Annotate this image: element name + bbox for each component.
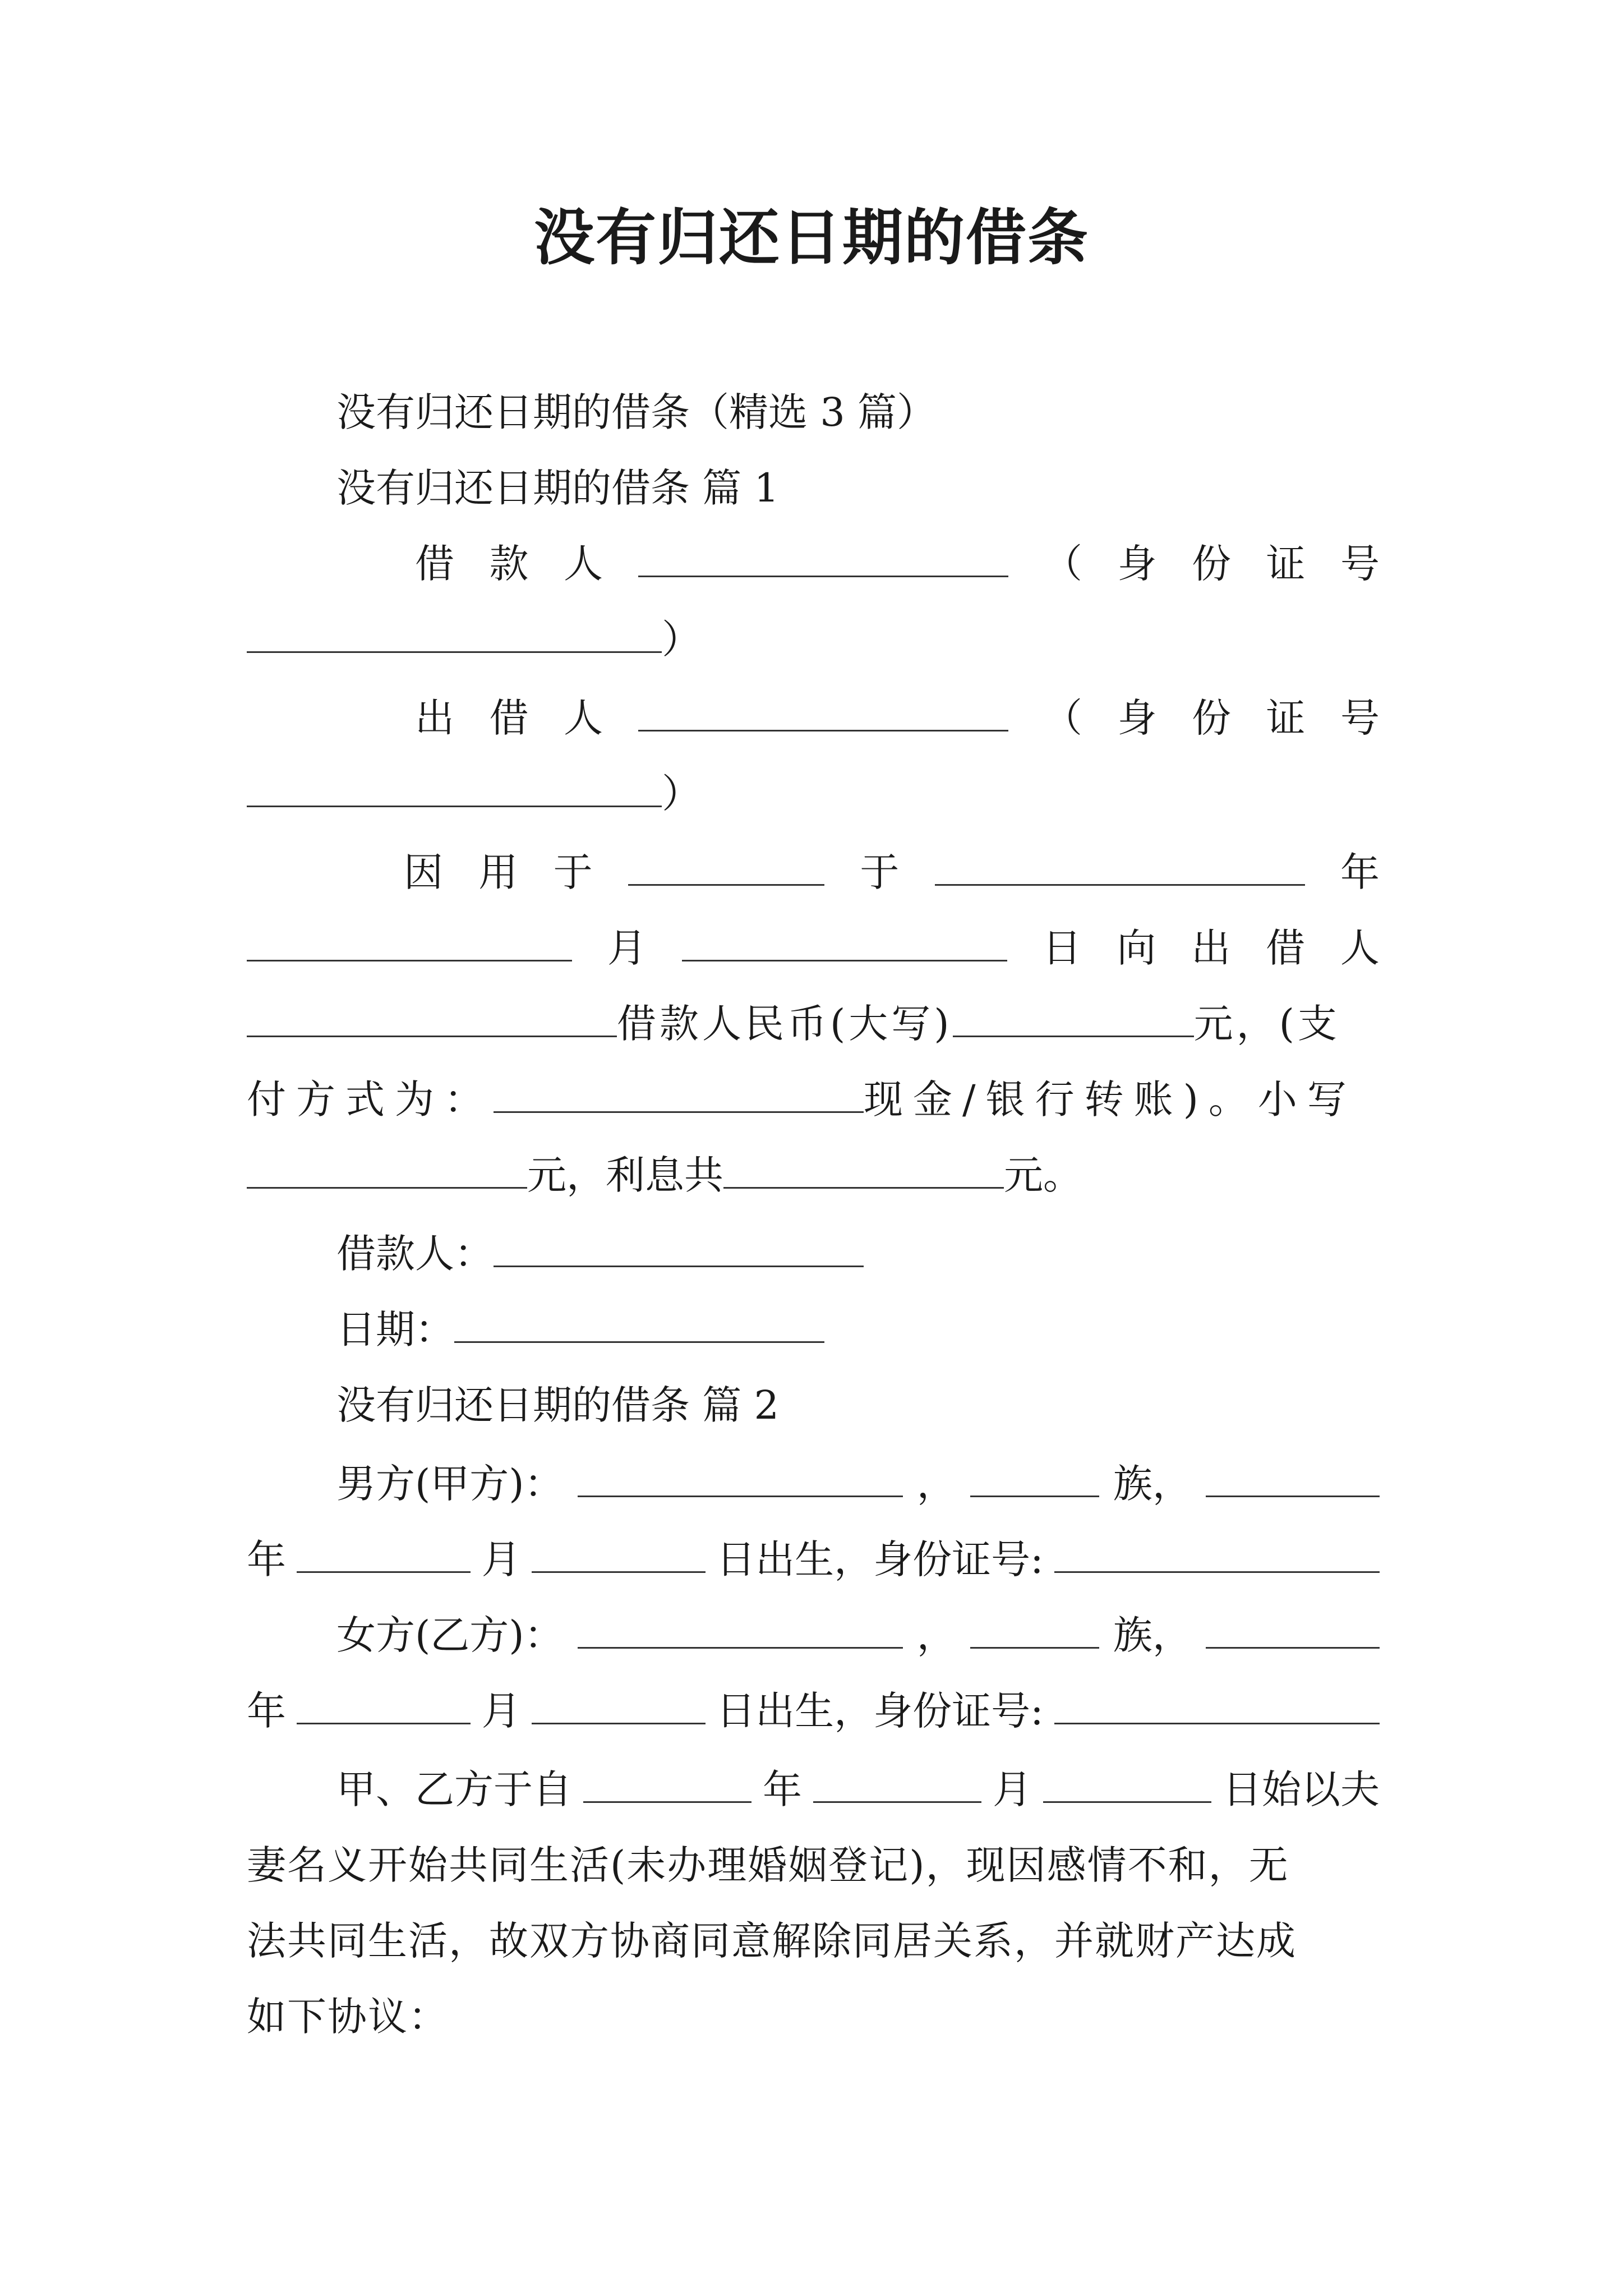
male-day-blank[interactable]	[532, 1532, 706, 1573]
cohabit-label: 甲、乙方于自	[336, 1766, 572, 1812]
amount-upper-blank[interactable]	[953, 996, 1194, 1037]
date-line	[247, 917, 1380, 979]
male-label: 男方(甲方)：	[336, 1461, 564, 1507]
cohabit-month-blank[interactable]	[813, 1762, 981, 1803]
subtitle: 没有归还日期的借条（精选 3 篇）	[336, 389, 937, 435]
purpose-line	[404, 841, 1380, 903]
id-char: 证	[1266, 695, 1306, 741]
sign-date-label: 日期：	[336, 1306, 454, 1352]
male-id-blank[interactable]	[1054, 1532, 1380, 1573]
borrower-char: 人	[564, 541, 603, 587]
female-birth-year-blank[interactable]	[1206, 1608, 1380, 1649]
text-char: 于	[860, 849, 900, 895]
close-paren: ）	[662, 771, 701, 817]
text-char: 日	[1042, 925, 1082, 971]
amount-unit-label: 元，(支	[1193, 1001, 1340, 1047]
cohabit-line	[336, 1759, 1380, 1820]
sign-date-line	[336, 1299, 824, 1360]
month-label: 月	[481, 1688, 521, 1734]
text-char: 出	[1191, 925, 1231, 971]
borrower-char: 款	[489, 541, 529, 587]
male-month-blank[interactable]	[297, 1532, 471, 1573]
male-line	[336, 1453, 1380, 1515]
interest-label: 元，利息共	[527, 1152, 723, 1198]
id-char: 份	[1192, 695, 1231, 741]
female-ethnic-blank[interactable]	[970, 1608, 1099, 1649]
female-id-blank[interactable]	[1054, 1683, 1380, 1724]
purpose-blank[interactable]	[628, 845, 824, 886]
sign-borrower-line	[336, 1223, 864, 1285]
lender-name2-blank[interactable]	[247, 996, 617, 1037]
month-label: 月	[481, 1536, 521, 1582]
cohabit-day-blank[interactable]	[1043, 1762, 1211, 1803]
paragraph-line-2: 妻名义开始共同生活(未办理婚姻登记)，现因感情不和，无	[247, 1842, 1289, 1888]
month-blank[interactable]	[247, 921, 572, 961]
year-blank[interactable]	[935, 845, 1305, 886]
cohabit-year-blank[interactable]	[583, 1762, 751, 1803]
amount-line	[247, 993, 1340, 1055]
text-char: 于	[553, 849, 593, 895]
id-char: （	[1043, 541, 1082, 587]
lender-name-blank[interactable]	[638, 691, 1008, 731]
document-title: 没有归还日期的借条	[533, 203, 1089, 273]
lender-char: 人	[564, 695, 603, 741]
paragraph-line-4: 如下协议：	[247, 1994, 449, 2040]
birth-id-label: 日出生，身份证号:	[716, 1536, 1044, 1582]
borrower-id-blank[interactable]	[247, 612, 662, 653]
interest-unit-label: 元。	[1004, 1152, 1082, 1198]
text-char: 借	[1266, 925, 1306, 971]
amount-upper-label: 借款人民币(大写)	[617, 1001, 953, 1047]
female-line	[336, 1604, 1380, 1666]
text-char: 人	[1340, 925, 1380, 971]
lender-id-blank[interactable]	[247, 766, 662, 807]
borrower-id-line	[247, 609, 701, 670]
male-ethnic-blank[interactable]	[970, 1456, 1099, 1497]
birth-id-label: 日出生，身份证号:	[716, 1688, 1044, 1734]
sign-borrower-label: 借款人：	[336, 1231, 494, 1277]
amount-lower-blank[interactable]	[247, 1148, 527, 1189]
month-label: 月	[993, 1766, 1032, 1812]
id-char: 份	[1192, 541, 1231, 587]
ethnic-label: 族，	[1113, 1461, 1192, 1507]
female-month-blank[interactable]	[297, 1683, 471, 1724]
payment-line	[247, 1069, 1357, 1130]
id-char: 号	[1340, 541, 1380, 587]
close-paren: ）	[662, 616, 701, 662]
id-char: 证	[1266, 541, 1306, 587]
text-char: 月	[607, 925, 647, 971]
female-label: 女方(乙方)：	[336, 1612, 564, 1658]
text-char: 用	[478, 849, 518, 895]
text-char: 年	[1340, 849, 1380, 895]
payment-label: 付方式为：	[247, 1076, 494, 1122]
male-birth-year-blank[interactable]	[1206, 1456, 1380, 1497]
comma: ，	[916, 1612, 956, 1658]
payment-method-label: 现金/银行转账)。小写	[864, 1076, 1357, 1122]
lender-char: 借	[489, 695, 529, 741]
interest-line	[247, 1144, 1082, 1206]
lender-line	[415, 687, 1380, 749]
female-birth-line	[247, 1680, 1380, 1742]
year-label: 年	[247, 1688, 286, 1734]
day-blank[interactable]	[682, 921, 1007, 961]
cohabit-day-label: 日始以夫	[1223, 1766, 1380, 1812]
borrower-char: 借	[415, 541, 454, 587]
id-char: 号	[1340, 695, 1380, 741]
paragraph-line-3: 法共同生活，故双方协商同意解除同居关系，并就财产达成	[247, 1918, 1297, 1964]
id-char: 身	[1117, 695, 1157, 741]
id-char: （	[1043, 695, 1082, 741]
comma: ，	[916, 1461, 956, 1507]
borrower-name-blank[interactable]	[638, 536, 1008, 577]
sign-borrower-blank[interactable]	[494, 1226, 864, 1267]
male-birth-line	[247, 1529, 1380, 1590]
text-char: 向	[1117, 925, 1156, 971]
payment-blank[interactable]	[494, 1072, 864, 1113]
lender-id-line	[247, 763, 701, 825]
id-char: 身	[1117, 541, 1157, 587]
interest-blank[interactable]	[723, 1148, 1004, 1189]
female-day-blank[interactable]	[532, 1683, 706, 1724]
female-name-blank[interactable]	[578, 1608, 903, 1649]
male-name-blank[interactable]	[578, 1456, 903, 1497]
year-label: 年	[763, 1766, 802, 1812]
borrower-line	[415, 533, 1380, 595]
lender-char: 出	[415, 695, 454, 741]
section1-heading: 没有归还日期的借条 篇 1	[336, 465, 780, 511]
sign-date-blank[interactable]	[454, 1302, 824, 1343]
year-label: 年	[247, 1536, 286, 1582]
ethnic-label: 族，	[1113, 1612, 1192, 1658]
text-char: 因	[404, 849, 443, 895]
section2-heading: 没有归还日期的借条 篇 2	[336, 1382, 780, 1428]
